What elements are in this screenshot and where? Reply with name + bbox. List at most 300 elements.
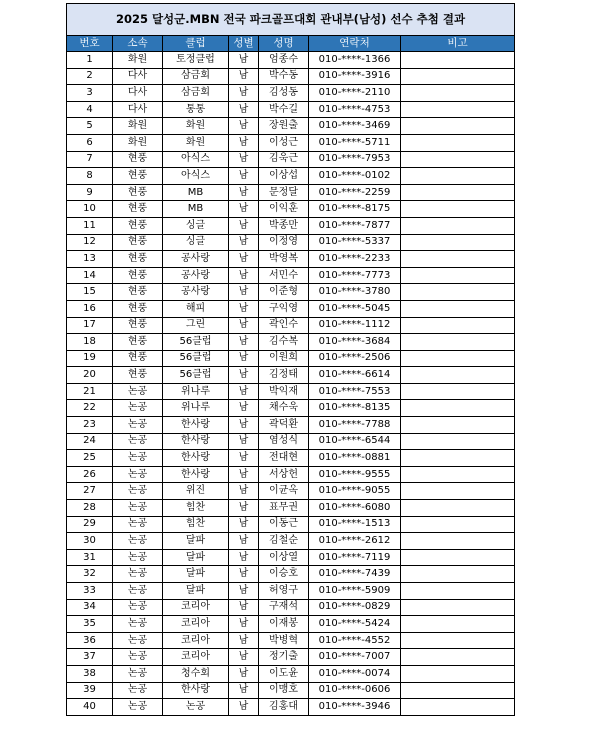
club-cell: 위나루: [163, 400, 229, 417]
number-cell: 31: [67, 549, 113, 566]
table-row: [67, 433, 515, 450]
name-cell: 곽인수: [259, 317, 309, 334]
table-row: [67, 383, 515, 400]
table-row: [67, 549, 515, 566]
remarks-cell: [401, 699, 515, 716]
name-cell: 문정달: [259, 184, 309, 201]
club-cell: 56클럽: [163, 350, 229, 367]
affiliation-cell: 논공: [113, 483, 163, 500]
table-row: [67, 682, 515, 699]
club-cell: 논공: [163, 699, 229, 716]
remarks-cell: [401, 334, 515, 351]
number-cell: 1: [67, 52, 113, 69]
gender-cell: 남: [229, 300, 259, 317]
club-cell: MB: [163, 201, 229, 218]
header-row: [67, 36, 515, 52]
club-cell: 삼금회: [163, 68, 229, 85]
club-cell: 공사랑: [163, 267, 229, 284]
number-cell: 4: [67, 101, 113, 118]
affiliation-cell: 논공: [113, 533, 163, 550]
name-cell: 박종만: [259, 217, 309, 234]
name-cell: 이정영: [259, 234, 309, 251]
contact-cell: 010-****-9055: [309, 483, 401, 500]
contact-cell: 010-****-0829: [309, 599, 401, 616]
name-cell: 서상헌: [259, 466, 309, 483]
number-cell: 8: [67, 168, 113, 185]
name-cell: 박수길: [259, 101, 309, 118]
contact-cell: 010-****-5045: [309, 300, 401, 317]
contact-cell: 010-****-2233: [309, 251, 401, 268]
gender-cell: 남: [229, 367, 259, 384]
gender-cell: 남: [229, 334, 259, 351]
gender-cell: 남: [229, 699, 259, 716]
table-row: [67, 234, 515, 251]
number-cell: 2: [67, 68, 113, 85]
club-cell: 공사랑: [163, 251, 229, 268]
number-cell: 6: [67, 134, 113, 151]
number-cell: 29: [67, 516, 113, 533]
remarks-cell: [401, 682, 515, 699]
contact-cell: 010-****-2259: [309, 184, 401, 201]
name-cell: 이맹호: [259, 682, 309, 699]
affiliation-cell: 현풍: [113, 284, 163, 301]
affiliation-cell: 현풍: [113, 350, 163, 367]
contact-cell: 010-****-7119: [309, 549, 401, 566]
affiliation-cell: 논공: [113, 682, 163, 699]
number-cell: 30: [67, 533, 113, 550]
gender-cell: 남: [229, 549, 259, 566]
name-cell: 이동근: [259, 516, 309, 533]
table-row: [67, 350, 515, 367]
gender-cell: 남: [229, 682, 259, 699]
name-cell: 이재봉: [259, 616, 309, 633]
gender-cell: 남: [229, 400, 259, 417]
club-cell: 코리아: [163, 649, 229, 666]
gender-cell: 남: [229, 350, 259, 367]
contact-cell: 010-****-7439: [309, 566, 401, 583]
table-row: [67, 151, 515, 168]
gender-cell: 남: [229, 217, 259, 234]
remarks-cell: [401, 68, 515, 85]
contact-cell: 010-****-5909: [309, 583, 401, 600]
remarks-cell: [401, 450, 515, 467]
title-row: [67, 4, 515, 36]
result-sheet: [66, 3, 514, 716]
gender-cell: 남: [229, 184, 259, 201]
gender-cell: 남: [229, 267, 259, 284]
table-row: [67, 450, 515, 467]
results-table: [66, 3, 515, 716]
contact-cell: 010-****-0881: [309, 450, 401, 467]
gender-cell: 남: [229, 151, 259, 168]
table-row: [67, 317, 515, 334]
number-cell: 10: [67, 201, 113, 218]
name-cell: 김수복: [259, 334, 309, 351]
club-cell: 달파: [163, 566, 229, 583]
gender-cell: 남: [229, 118, 259, 135]
table-row: [67, 483, 515, 500]
club-cell: 56클럽: [163, 334, 229, 351]
club-cell: 화원: [163, 118, 229, 135]
contact-cell: 010-****-2506: [309, 350, 401, 367]
contact-cell: 010-****-3946: [309, 699, 401, 716]
number-cell: 38: [67, 665, 113, 682]
number-cell: 35: [67, 616, 113, 633]
gender-cell: 남: [229, 533, 259, 550]
club-cell: 달파: [163, 533, 229, 550]
affiliation-cell: 화원: [113, 118, 163, 135]
remarks-cell: [401, 217, 515, 234]
col-header-number: 번호: [67, 36, 113, 52]
contact-cell: 010-****-2612: [309, 533, 401, 550]
name-cell: 이상열: [259, 549, 309, 566]
name-cell: 박익재: [259, 383, 309, 400]
affiliation-cell: 현풍: [113, 334, 163, 351]
number-cell: 19: [67, 350, 113, 367]
remarks-cell: [401, 184, 515, 201]
table-row: [67, 417, 515, 434]
gender-cell: 남: [229, 500, 259, 517]
name-cell: 전대현: [259, 450, 309, 467]
remarks-cell: [401, 533, 515, 550]
affiliation-cell: 다사: [113, 68, 163, 85]
affiliation-cell: 현풍: [113, 168, 163, 185]
contact-cell: 010-****-8175: [309, 201, 401, 218]
remarks-cell: [401, 566, 515, 583]
name-cell: 구재석: [259, 599, 309, 616]
table-row: [67, 68, 515, 85]
affiliation-cell: 논공: [113, 599, 163, 616]
affiliation-cell: 다사: [113, 85, 163, 102]
col-header-contact: 연락처: [309, 36, 401, 52]
name-cell: 김홍대: [259, 699, 309, 716]
name-cell: 이원희: [259, 350, 309, 367]
table-row: [67, 334, 515, 351]
affiliation-cell: 현풍: [113, 151, 163, 168]
affiliation-cell: 현풍: [113, 251, 163, 268]
number-cell: 22: [67, 400, 113, 417]
remarks-cell: [401, 85, 515, 102]
contact-cell: 010-****-5337: [309, 234, 401, 251]
club-cell: 힘찬: [163, 516, 229, 533]
gender-cell: 남: [229, 433, 259, 450]
remarks-cell: [401, 201, 515, 218]
gender-cell: 남: [229, 483, 259, 500]
contact-cell: 010-****-0606: [309, 682, 401, 699]
table-row: [67, 500, 515, 517]
number-cell: 14: [67, 267, 113, 284]
gender-cell: 남: [229, 52, 259, 69]
number-cell: 5: [67, 118, 113, 135]
name-cell: 박영복: [259, 251, 309, 268]
col-header-affiliation: 소속: [113, 36, 163, 52]
contact-cell: 010-****-2110: [309, 85, 401, 102]
name-cell: 이익훈: [259, 201, 309, 218]
number-cell: 16: [67, 300, 113, 317]
affiliation-cell: 논공: [113, 500, 163, 517]
table-row: [67, 85, 515, 102]
club-cell: 코리아: [163, 616, 229, 633]
table-row: [67, 267, 515, 284]
affiliation-cell: 논공: [113, 632, 163, 649]
name-cell: 엄종수: [259, 52, 309, 69]
table-row: [67, 101, 515, 118]
name-cell: 이승호: [259, 566, 309, 583]
affiliation-cell: 논공: [113, 616, 163, 633]
club-cell: 달파: [163, 583, 229, 600]
number-cell: 37: [67, 649, 113, 666]
name-cell: 이도윤: [259, 665, 309, 682]
number-cell: 11: [67, 217, 113, 234]
name-cell: 이준형: [259, 284, 309, 301]
remarks-cell: [401, 466, 515, 483]
name-cell: 박병혁: [259, 632, 309, 649]
gender-cell: 남: [229, 101, 259, 118]
contact-cell: 010-****-7553: [309, 383, 401, 400]
affiliation-cell: 논공: [113, 649, 163, 666]
table-row: [67, 699, 515, 716]
contact-cell: 010-****-1112: [309, 317, 401, 334]
number-cell: 3: [67, 85, 113, 102]
name-cell: 이성근: [259, 134, 309, 151]
contact-cell: 010-****-6080: [309, 500, 401, 517]
club-cell: 그린: [163, 317, 229, 334]
number-cell: 28: [67, 500, 113, 517]
table-row: [67, 632, 515, 649]
name-cell: 채수욱: [259, 400, 309, 417]
col-header-name: 성명: [259, 36, 309, 52]
table-row: [67, 566, 515, 583]
number-cell: 33: [67, 583, 113, 600]
remarks-cell: [401, 168, 515, 185]
remarks-cell: [401, 350, 515, 367]
club-cell: 싱글: [163, 217, 229, 234]
remarks-cell: [401, 118, 515, 135]
contact-cell: 010-****-4753: [309, 101, 401, 118]
contact-cell: 010-****-7007: [309, 649, 401, 666]
contact-cell: 010-****-3469: [309, 118, 401, 135]
name-cell: 김정태: [259, 367, 309, 384]
number-cell: 25: [67, 450, 113, 467]
club-cell: 코리아: [163, 599, 229, 616]
table-row: [67, 251, 515, 268]
gender-cell: 남: [229, 284, 259, 301]
col-header-gender: 성별: [229, 36, 259, 52]
number-cell: 21: [67, 383, 113, 400]
table-row: [67, 466, 515, 483]
affiliation-cell: 현풍: [113, 300, 163, 317]
club-cell: 한사랑: [163, 682, 229, 699]
contact-cell: 010-****-9555: [309, 466, 401, 483]
table-row: [67, 649, 515, 666]
club-cell: 화원: [163, 134, 229, 151]
number-cell: 13: [67, 251, 113, 268]
contact-cell: 010-****-5424: [309, 616, 401, 633]
remarks-cell: [401, 599, 515, 616]
number-cell: 17: [67, 317, 113, 334]
remarks-cell: [401, 500, 515, 517]
name-cell: 곽덕환: [259, 417, 309, 434]
number-cell: 24: [67, 433, 113, 450]
remarks-cell: [401, 52, 515, 69]
club-cell: 삼금회: [163, 85, 229, 102]
club-cell: 한사랑: [163, 466, 229, 483]
affiliation-cell: 현풍: [113, 217, 163, 234]
number-cell: 26: [67, 466, 113, 483]
affiliation-cell: 논공: [113, 433, 163, 450]
remarks-cell: [401, 400, 515, 417]
remarks-cell: [401, 483, 515, 500]
number-cell: 18: [67, 334, 113, 351]
table-row: [67, 516, 515, 533]
gender-cell: 남: [229, 632, 259, 649]
remarks-cell: [401, 583, 515, 600]
club-cell: 코리아: [163, 632, 229, 649]
table-row: [67, 367, 515, 384]
affiliation-cell: 논공: [113, 566, 163, 583]
remarks-cell: [401, 383, 515, 400]
remarks-cell: [401, 234, 515, 251]
club-cell: 통통: [163, 101, 229, 118]
affiliation-cell: 논공: [113, 450, 163, 467]
contact-cell: 010-****-7788: [309, 417, 401, 434]
number-cell: 20: [67, 367, 113, 384]
affiliation-cell: 현풍: [113, 234, 163, 251]
remarks-cell: [401, 317, 515, 334]
table-row: [67, 52, 515, 69]
contact-cell: 010-****-4552: [309, 632, 401, 649]
contact-cell: 010-****-0102: [309, 168, 401, 185]
affiliation-cell: 논공: [113, 466, 163, 483]
table-row: [67, 599, 515, 616]
remarks-cell: [401, 665, 515, 682]
gender-cell: 남: [229, 599, 259, 616]
affiliation-cell: 논공: [113, 665, 163, 682]
gender-cell: 남: [229, 516, 259, 533]
affiliation-cell: 논공: [113, 417, 163, 434]
number-cell: 15: [67, 284, 113, 301]
table-row: [67, 118, 515, 135]
club-cell: 힘찬: [163, 500, 229, 517]
affiliation-cell: 현풍: [113, 267, 163, 284]
table-row: [67, 184, 515, 201]
contact-cell: 010-****-5711: [309, 134, 401, 151]
contact-cell: 010-****-3780: [309, 284, 401, 301]
remarks-cell: [401, 649, 515, 666]
table-body: [67, 52, 515, 716]
col-header-club: 클럽: [163, 36, 229, 52]
number-cell: 36: [67, 632, 113, 649]
remarks-cell: [401, 549, 515, 566]
col-header-remarks: 비고: [401, 36, 515, 52]
name-cell: 이상섭: [259, 168, 309, 185]
gender-cell: 남: [229, 201, 259, 218]
gender-cell: 남: [229, 234, 259, 251]
gender-cell: 남: [229, 134, 259, 151]
number-cell: 34: [67, 599, 113, 616]
remarks-cell: [401, 101, 515, 118]
contact-cell: 010-****-7773: [309, 267, 401, 284]
number-cell: 39: [67, 682, 113, 699]
remarks-cell: [401, 632, 515, 649]
name-cell: 정기출: [259, 649, 309, 666]
affiliation-cell: 논공: [113, 400, 163, 417]
table-row: [67, 616, 515, 633]
club-cell: 아식스: [163, 168, 229, 185]
name-cell: 허영구: [259, 583, 309, 600]
remarks-cell: [401, 151, 515, 168]
club-cell: 달파: [163, 549, 229, 566]
remarks-cell: [401, 367, 515, 384]
number-cell: 23: [67, 417, 113, 434]
club-cell: 위진: [163, 483, 229, 500]
club-cell: 청수회: [163, 665, 229, 682]
club-cell: MB: [163, 184, 229, 201]
table-row: [67, 665, 515, 682]
club-cell: 56클럽: [163, 367, 229, 384]
number-cell: 27: [67, 483, 113, 500]
page-title: 2025 달성군.MBN 전국 파크골프대회 관내부(남성) 선수 추첨 결과: [67, 4, 515, 36]
name-cell: 염성식: [259, 433, 309, 450]
table-row: [67, 201, 515, 218]
gender-cell: 남: [229, 450, 259, 467]
name-cell: 김성동: [259, 85, 309, 102]
club-cell: 해피: [163, 300, 229, 317]
club-cell: 한사랑: [163, 450, 229, 467]
table-row: [67, 400, 515, 417]
affiliation-cell: 화원: [113, 134, 163, 151]
remarks-cell: [401, 251, 515, 268]
number-cell: 40: [67, 699, 113, 716]
affiliation-cell: 현풍: [113, 317, 163, 334]
contact-cell: 010-****-3916: [309, 68, 401, 85]
contact-cell: 010-****-8135: [309, 400, 401, 417]
club-cell: 위나루: [163, 383, 229, 400]
club-cell: 한사랑: [163, 433, 229, 450]
contact-cell: 010-****-6544: [309, 433, 401, 450]
gender-cell: 남: [229, 383, 259, 400]
contact-cell: 010-****-0074: [309, 665, 401, 682]
gender-cell: 남: [229, 649, 259, 666]
table-row: [67, 300, 515, 317]
table-row: [67, 168, 515, 185]
gender-cell: 남: [229, 168, 259, 185]
affiliation-cell: 논공: [113, 583, 163, 600]
remarks-cell: [401, 616, 515, 633]
affiliation-cell: 현풍: [113, 184, 163, 201]
table-row: [67, 284, 515, 301]
remarks-cell: [401, 300, 515, 317]
contact-cell: 010-****-3684: [309, 334, 401, 351]
gender-cell: 남: [229, 85, 259, 102]
gender-cell: 남: [229, 566, 259, 583]
name-cell: 김욱근: [259, 151, 309, 168]
table-row: [67, 533, 515, 550]
affiliation-cell: 논공: [113, 699, 163, 716]
name-cell: 이균옥: [259, 483, 309, 500]
affiliation-cell: 현풍: [113, 201, 163, 218]
affiliation-cell: 논공: [113, 383, 163, 400]
number-cell: 12: [67, 234, 113, 251]
name-cell: 표무권: [259, 500, 309, 517]
gender-cell: 남: [229, 616, 259, 633]
number-cell: 32: [67, 566, 113, 583]
name-cell: 서민수: [259, 267, 309, 284]
club-cell: 아식스: [163, 151, 229, 168]
remarks-cell: [401, 134, 515, 151]
contact-cell: 010-****-1513: [309, 516, 401, 533]
number-cell: 7: [67, 151, 113, 168]
